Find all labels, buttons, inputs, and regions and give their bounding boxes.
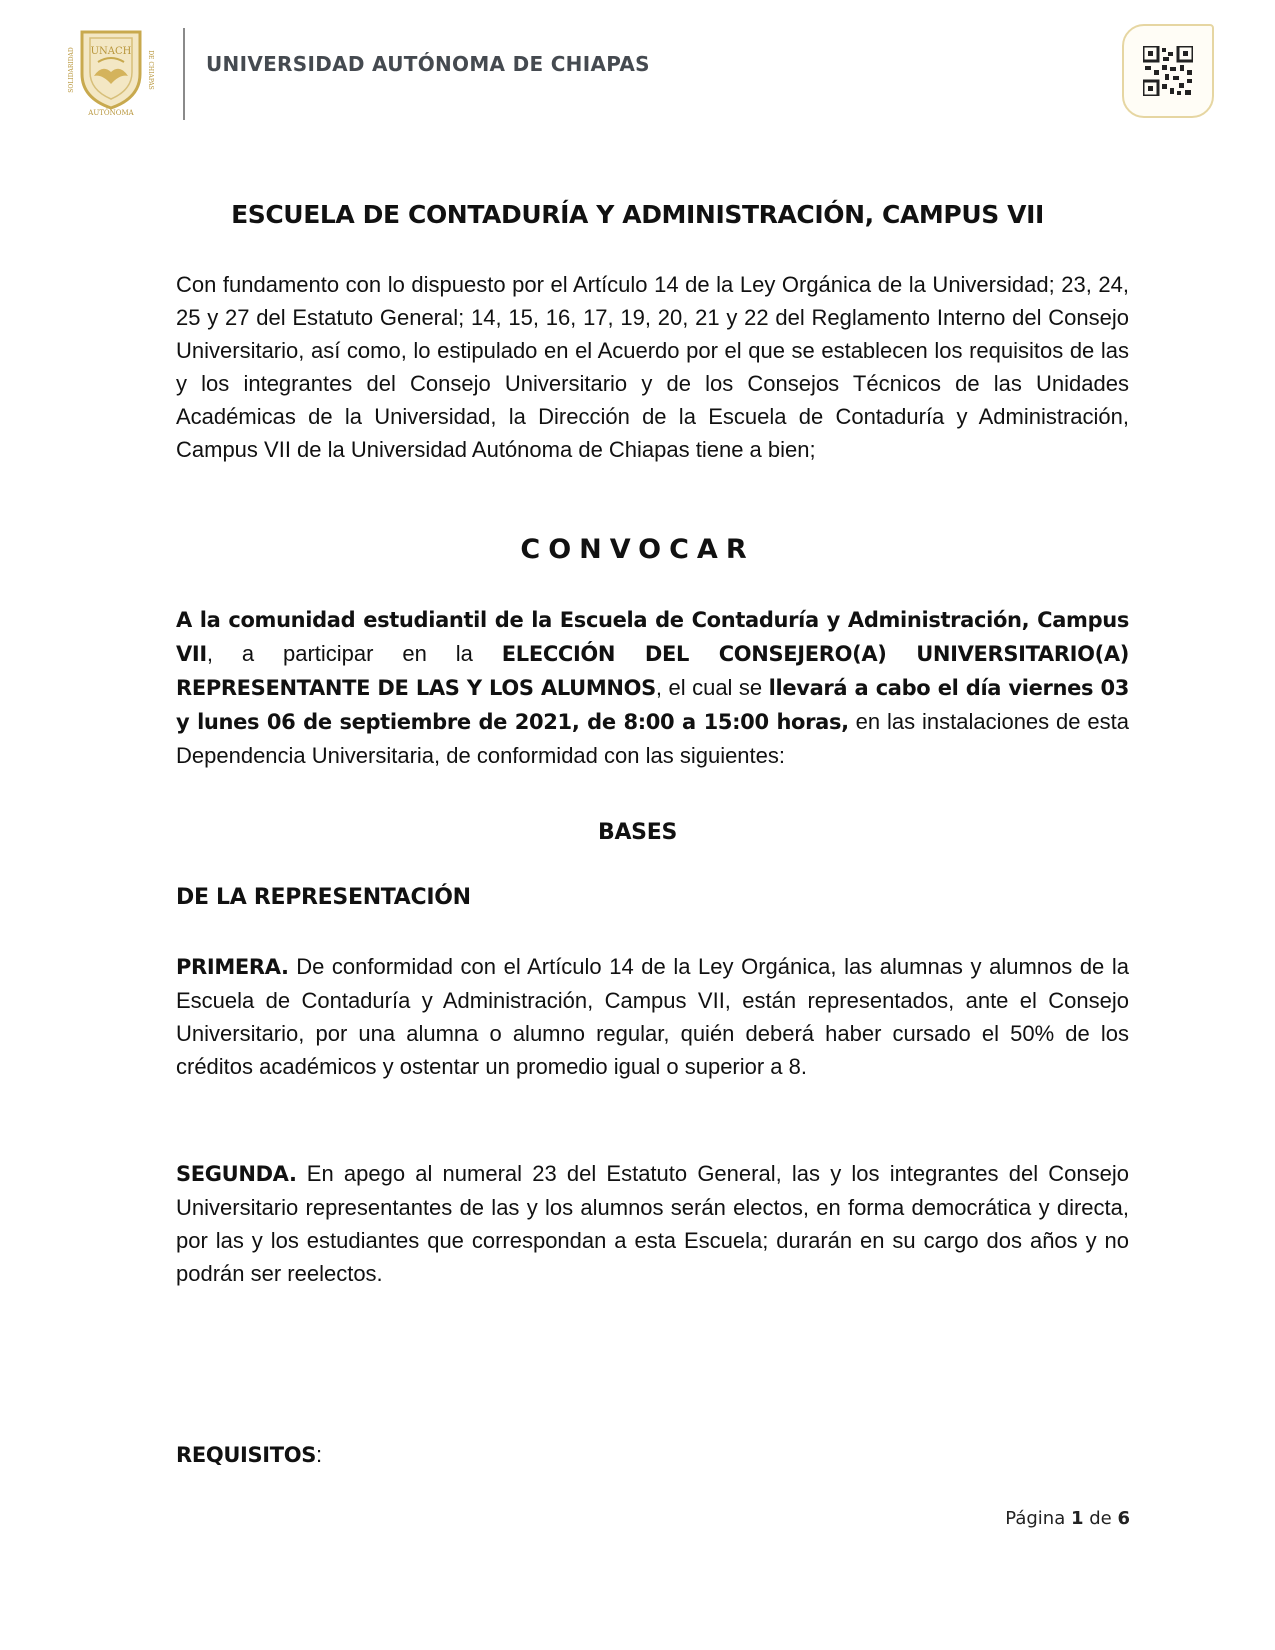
document-title: ESCUELA DE CONTADURÍA Y ADMINISTRACIÓN, CAMPUS VII xyxy=(231,200,1044,229)
convocatoria-audience: A la comunidad estudiantil de la Escuela de Contaduría y Administración, Campus VII xyxy=(176,608,1129,666)
requisitos-heading: REQUISITOS: xyxy=(176,1442,323,1467)
convocatoria-date: llevará a cabo el día viernes 03 y lunes 06 de septiembre de 2021, de 8:00 a 15:00 horas, xyxy=(176,676,1130,734)
svg-text:DE CHIAPAS: DE CHIAPAS xyxy=(147,50,154,90)
base-segunda-label: SEGUNDA. xyxy=(176,1162,297,1186)
page-number: Página 1 de 6 xyxy=(1005,1508,1130,1529)
base-primera-paragraph: PRIMERA. De conformidad con el Artículo 14 de la Ley Orgánica, las alumnas y alumnos de la Escuela de Contaduría y Administración, Campus VII, están representados, ante el Consejo Universitario, por una alumna o alumno regular, quién deberá haber cursado el 50% de los créditos académicos y ostentar un promedio igual o superior a 8. xyxy=(176,954,1129,1079)
qr-code-icon xyxy=(1143,46,1193,96)
university-seal-icon xyxy=(60,24,162,116)
intro-paragraph: Con fundamento con lo dispuesto por el Artículo 14 de la Ley Orgánica de la Universidad; 23, 24, 25 y 27 del Estatuto General; 14, 15, 16, 17, 19, 20, 21 y 22 del Reglamento Interno del Consejo Universitario, así como, lo estipulado en el Acuerdo por el que se establecen los requisitos de las y los integrantes del Consejo Universitario y de los Consejos Técnicos de las Unidades Académicas de la Universidad, la Dirección de la Escuela de Contaduría y Administración, Campus VII de la Universidad Autónoma de Chiapas tiene a bien; xyxy=(176,272,1129,462)
qr-code-frame xyxy=(1122,24,1214,118)
base-segunda-paragraph: SEGUNDA. En apego al numeral 23 del Estatuto General, las y los integrantes del Consejo Universitario representantes de las y los alumnos serán electos, en forma democrática y directa, por las y los estudiantes que correspondan a esta Escuela; durarán en su cargo dos años y no podrán ser reelectos. xyxy=(176,1161,1129,1286)
convocar-heading: CONVOCAR xyxy=(520,534,755,565)
bases-heading: BASES xyxy=(597,820,677,845)
svg-text:AUTÓNOMA: AUTÓNOMA xyxy=(88,109,134,116)
convocatoria-paragraph: A la comunidad estudiantil de la Escuela de Contaduría y Administración, Campus VII, a participar en la ELECCIÓN DEL CONSEJERO(A) UNIVERSITARIO(A) REPRESENTANTE DE LAS Y LOS ALUMNOS, el cual se llevará a cabo el día viernes 03 y lunes 06 de septiembre de 2021, de 8:00 a 15:00 horas, en las instalaciones de esta Dependencia Universitaria, de conformidad con las siguientes: xyxy=(176,608,1130,768)
university-name: UNIVERSIDAD AUTÓNOMA DE CHIAPAS xyxy=(206,52,650,76)
section-heading-representacion: DE LA REPRESENTACIÓN xyxy=(176,885,471,910)
header-divider xyxy=(183,28,185,120)
svg-text:UNACH: UNACH xyxy=(90,46,132,57)
svg-text:SOLIDARIDAD: SOLIDARIDAD xyxy=(68,47,75,93)
base-primera-label: PRIMERA. xyxy=(176,955,289,979)
convocatoria-election-name: ELECCIÓN DEL CONSEJERO(A) UNIVERSITARIO(A) REPRESENTANTE DE LAS Y LOS ALUMNOS xyxy=(176,642,1130,700)
page-header xyxy=(0,0,1275,130)
